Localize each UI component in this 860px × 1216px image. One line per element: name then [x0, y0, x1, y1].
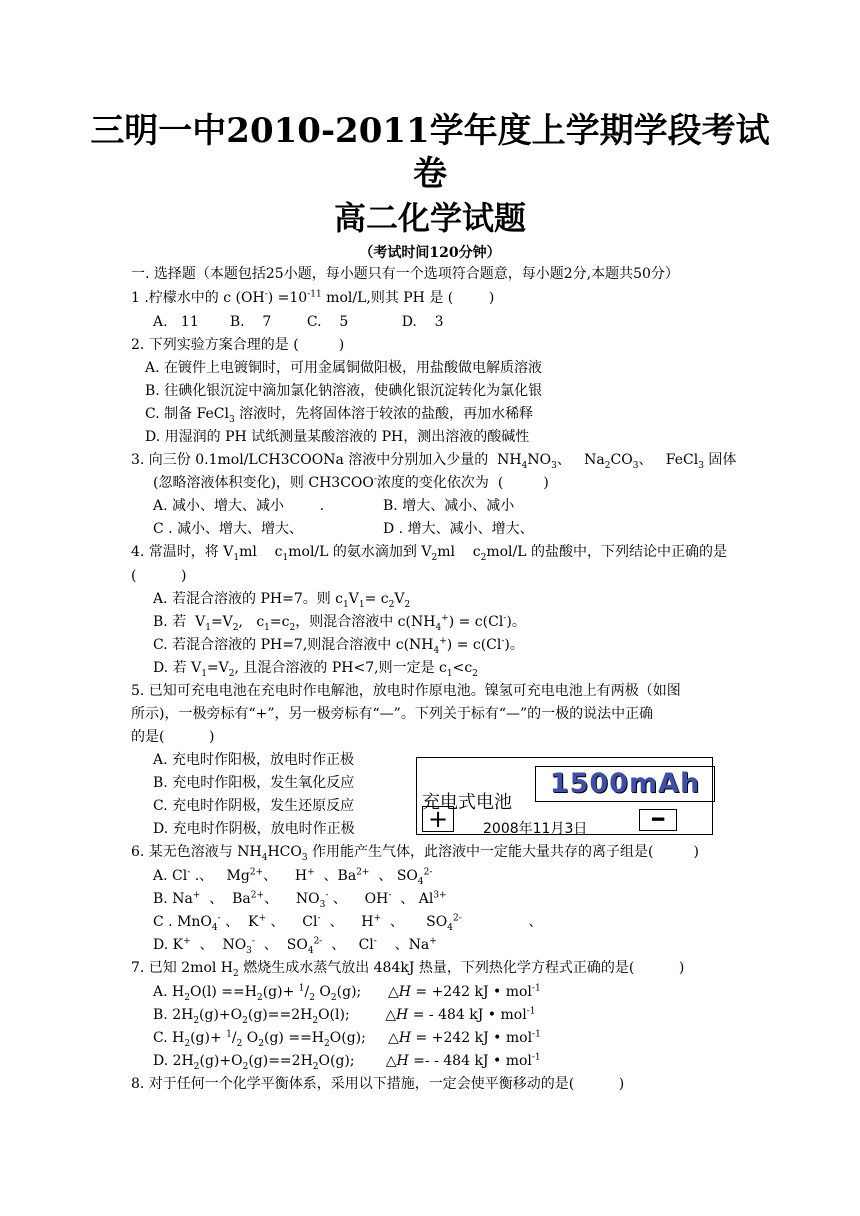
battery-date: 2008年11月3日	[483, 821, 588, 837]
q6-option-b: B. Na+ 、 $Ba^{2+}$、 $NO_3^-$ 、 OH- 、 $Al^{3+}$	[153, 890, 447, 910]
exam-title-line1: 三明一中2010-2011学年度上学期学段考试	[90, 111, 770, 151]
q4-option-a: A. 若混合溶液的 PH=7。则 $c_1V_1= c_2V_2$	[153, 591, 411, 610]
q7-option-b: B. $2H_2(g)+O_2(g)==2H_2O(l)$; △H = - 484 kJ • mol$^{-1}$	[153, 1006, 536, 1026]
battery-plus-terminal: +	[422, 806, 454, 832]
q4-option-b: B. 若 $V_1=V_2$, $c_1=c_2$，则混合溶液中 $c(NH_4^+) = c(Cl^-)$。	[153, 613, 526, 633]
battery-minus-terminal: ━	[639, 809, 677, 831]
q6-option-a: A. Cl- .、 $Mg^{2+}$、 H+ 、$Ba^{2+}$ 、 $SO_4^{2-}$	[153, 867, 433, 887]
q3-option-a: A. 减小、增大、减小 .	[153, 498, 325, 514]
q4-stem: 4. 常温时，将 $V_1ml$ $c_1mol/L$ 的氨水滴加到 $V_2ml$ $c_2mol/L$ 的盐酸中，下列结论中正确的是	[131, 544, 727, 563]
q3-option-d: D . 增大、减小、增大、	[383, 521, 534, 537]
q6-stem: 6. 某无色溶液与 $NH_4HCO_3$ 作用能产生气体，此溶液中一定能大量共存的离子组是( )	[131, 844, 700, 863]
section-heading: 一. 选择题（本题包括25小题，每小题只有一个选项符合题意，每小题2分,本题共50分）	[131, 266, 679, 282]
q2-option-d: D. 用湿润的 PH 试纸测量某酸溶液的 PH，测出溶液的酸碱性	[145, 429, 530, 445]
q5-option-c: C. 充电时作阴极，发生还原反应	[153, 798, 355, 814]
q4-option-d: D. 若 $V_1=V_2$, 且混合溶液的 PH<7,则一定是 $c_1<c_2$	[153, 660, 478, 679]
q6-option-c: C . MnO$_4$- 、 K+ 、 Cl- 、 H+ 、 $SO_4^{2-}$ 、	[153, 913, 543, 933]
battery-capacity: 1500mAh	[535, 766, 715, 802]
q1-options: A. 11 B. 7 C. 5 D. 3	[153, 314, 444, 330]
q7-option-a: A. $H_2O(l) ==H_2(g)+ ^1/_2$ $O_2(g)$; △H = +242 kJ • mol$^{-1}$	[153, 983, 541, 1003]
q4-option-c: C. 若混合溶液的 PH=7,则混合溶液中 $c(NH_4^+) = c(Cl^-)$。	[153, 636, 524, 656]
q2-option-a: A. 在镀件上电镀铜时，可用金属铜做阳极，用盐酸做电解质溶液	[145, 360, 543, 376]
q7-stem: 7. 已知 2mol $H_2$ 燃烧生成水蒸气放出 484kJ 热量，下列热化学方程式正确的是( )	[131, 960, 685, 979]
battery-label: 充电式电池	[422, 792, 512, 813]
q5-stem-cont2: 的是( )	[131, 729, 215, 745]
q7-option-d: D. $2H_2(g)+O_2(g)==2H_2O(g)$; △H =- - 484 kJ • mol$^{-1}$	[153, 1052, 541, 1072]
q5-option-a: A. 充电时作阳极，放电时作正极	[153, 752, 355, 768]
q3-option-b: B. 增大、减小、减小	[383, 498, 515, 514]
q5-stem-cont1: 所示)，一极旁标有“+”，另一极旁标有“—”。下列关于标有“—”的一极的说法中正确	[131, 706, 654, 722]
q5-stem: 5. 已知可充电电池在充电时作电解池，放电时作原电池。镍氢可充电电池上有两极（如图	[131, 683, 681, 699]
q6-option-d: D. K+ 、 $NO_3^-$ 、 $SO_4^{2-}$ 、 Cl- 、Na+	[153, 936, 437, 956]
battery-figure	[416, 757, 713, 835]
q2-stem: 2. 下列实验方案合理的是 ( )	[131, 337, 345, 353]
q8-stem: 8. 对于任何一个化学平衡体系，采用以下措施，一定会使平衡移动的是( )	[131, 1076, 625, 1092]
q2-option-b: B. 往碘化银沉淀中滴加氯化钠溶液，使碘化银沉淀转化为氯化银	[145, 383, 543, 399]
q5-option-d: D. 充电时作阴极，放电时作正极	[153, 821, 355, 837]
q3-option-c: C . 减小、增大、增大、	[153, 521, 304, 537]
q1-stem: 1 .柠檬水中的 c $(OH^-) =10^{-11}$ mol/L,则其 PH 是 ( )	[131, 289, 495, 306]
exam-title-line2: 卷	[413, 154, 447, 194]
q2-option-c: C. 制备 FeCl$_3$ 溶液时，先将固体溶于较浓的盐酸，再加水稀释	[145, 406, 534, 425]
q3-stem-cont: (忽略溶液体积变化)，则 CH3COO-浓度的变化依次为 ( )	[153, 474, 549, 491]
exam-subtitle: 高二化学试题	[333, 199, 526, 237]
q4-paren: ( )	[131, 568, 187, 584]
exam-time: （考试时间120分钟）	[359, 245, 501, 261]
q5-option-b: B. 充电时作阳极，发生氧化反应	[153, 775, 355, 791]
q7-option-c: C. $H_2(g)+ ^1/_2$ $O_2(g) ==H_2O(g)$; △H = +242 kJ • mol$^{-1}$	[153, 1029, 541, 1049]
q3-stem: 3. 向三份 0.1mol/LCH3COONa 溶液中分别加入少量的 $NH_4NO_3$、 $Na_2CO_3$、 FeCl$_3$ 固体	[131, 452, 737, 471]
